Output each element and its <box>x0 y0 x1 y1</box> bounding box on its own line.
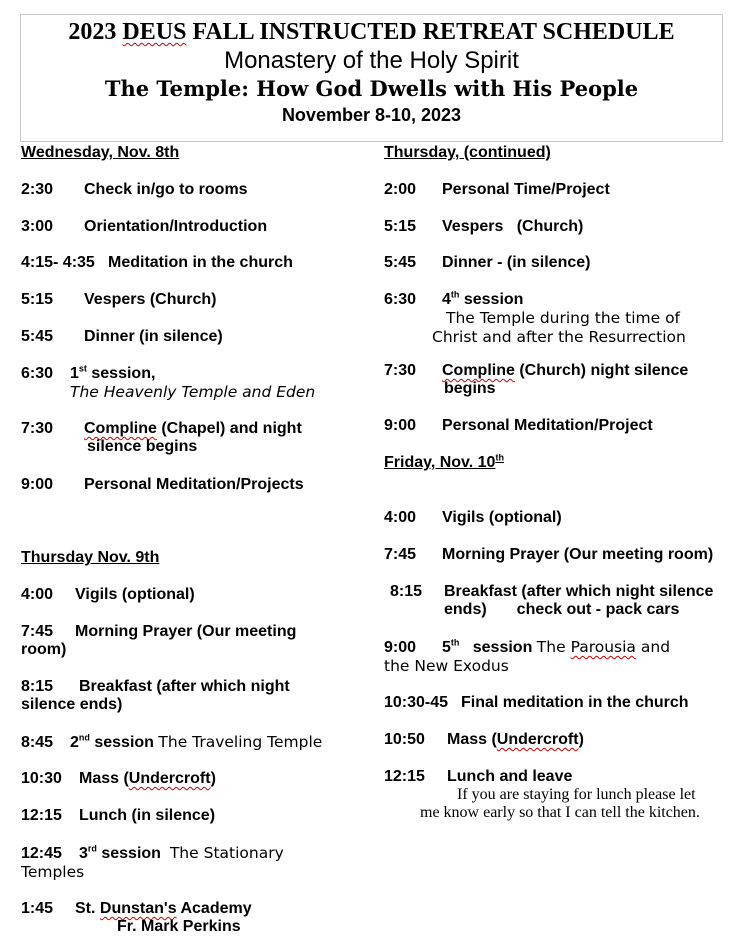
title-year: 2023 <box>68 19 117 45</box>
schedule-item: 5:15 Vespers (Church) <box>21 291 217 308</box>
schedule-item: 9:00 Personal Meditation/Projects <box>21 476 304 493</box>
document-title <box>21 17 722 47</box>
schedule-item: 1:45 St. Dunstan's Academy Fr. Mark Perkins <box>21 900 252 935</box>
schedule-item: 7:45 Morning Prayer (Our meeting room) <box>21 623 297 658</box>
title-rest: FALL INSTRUCTED RETREAT SCHEDULE <box>192 19 675 45</box>
schedule-item: 12:15 Lunch (in silence) <box>21 807 216 824</box>
schedule-item: 2:30 Check in/go to rooms <box>21 181 248 198</box>
schedule-item: 9:00 Personal Meditation/Project <box>384 417 653 434</box>
schedule-item: 8:45 2nd session The Traveling Temple <box>21 732 323 751</box>
schedule-item: 5:45 Dinner (in silence) <box>21 328 223 345</box>
schedule-item: 8:15 Breakfast (after which night silence ends) check out - pack cars <box>390 583 714 618</box>
schedule-item: 12:15 Lunch and leave If you are staying for lunch please let me know early so that I can tell the kitchen. <box>384 768 700 821</box>
theme: The Temple: How God Dwells with His People <box>104 76 639 101</box>
schedule-item: 10:30 Mass (Undercroft) <box>21 770 216 787</box>
wednesday-heading: Wednesday, Nov. 8th <box>21 144 180 161</box>
schedule-item: 4:15- 4:35 Meditation in the church <box>21 254 293 271</box>
session-title: The Temple during the time of <box>446 309 681 327</box>
document-header <box>20 14 723 142</box>
schedule-item: 12:45 3rd session The Stationary Temples <box>21 843 284 881</box>
schedule-item: 8:15 Breakfast (after which night silence ends) <box>21 678 290 713</box>
friday-heading: Friday, Nov. 10th <box>384 452 504 471</box>
schedule-item: 4:00 Vigils (optional) <box>384 509 562 526</box>
schedule-item: 3:00 Orientation/Introduction <box>21 218 268 235</box>
schedule-item: 7:30 Compline (Church) night silence begins <box>384 362 689 397</box>
schedule-item: 5:15 Vespers (Church) <box>384 218 584 235</box>
dates: November 8-10, 2023 <box>281 105 462 125</box>
schedule-item: 7:30 Compline (Chapel) and night silence begins <box>21 420 302 455</box>
schedule-item: 6:30 4th session The Temple during the time of Christ and after the Resurrection <box>384 289 686 346</box>
session-title: The Stationary <box>169 844 284 862</box>
session-title: The Traveling Temple <box>158 733 323 751</box>
subtitle: Monastery of the Holy Spirit <box>224 47 519 74</box>
schedule-item: 4:00 Vigils (optional) <box>21 586 195 603</box>
schedule-item: 6:30 1st session, The Heavenly Temple and Eden <box>21 363 316 401</box>
session-title: The Heavenly Temple and Eden <box>70 383 316 401</box>
thursday-continued-heading: Thursday, (continued) <box>384 144 551 161</box>
schedule-item: 9:00 5th session The Parousia and the New Exodus <box>384 637 671 675</box>
title-deus: DEUS <box>122 19 187 45</box>
schedule-item: 10:50 Mass (Undercroft) <box>384 731 584 748</box>
thursday-heading: Thursday Nov. 9th <box>21 549 160 566</box>
schedule-item: 2:00 Personal Time/Project <box>384 181 610 198</box>
schedule-item: 5:45 Dinner - (in silence) <box>384 254 591 271</box>
schedule-item: 7:45 Morning Prayer (Our meeting room) <box>384 546 714 563</box>
schedule-item: 10:30-45 Final meditation in the church <box>384 694 689 711</box>
session-title: The Parousia and <box>536 638 671 656</box>
lunch-note: If you are staying for lunch please let <box>457 786 696 803</box>
